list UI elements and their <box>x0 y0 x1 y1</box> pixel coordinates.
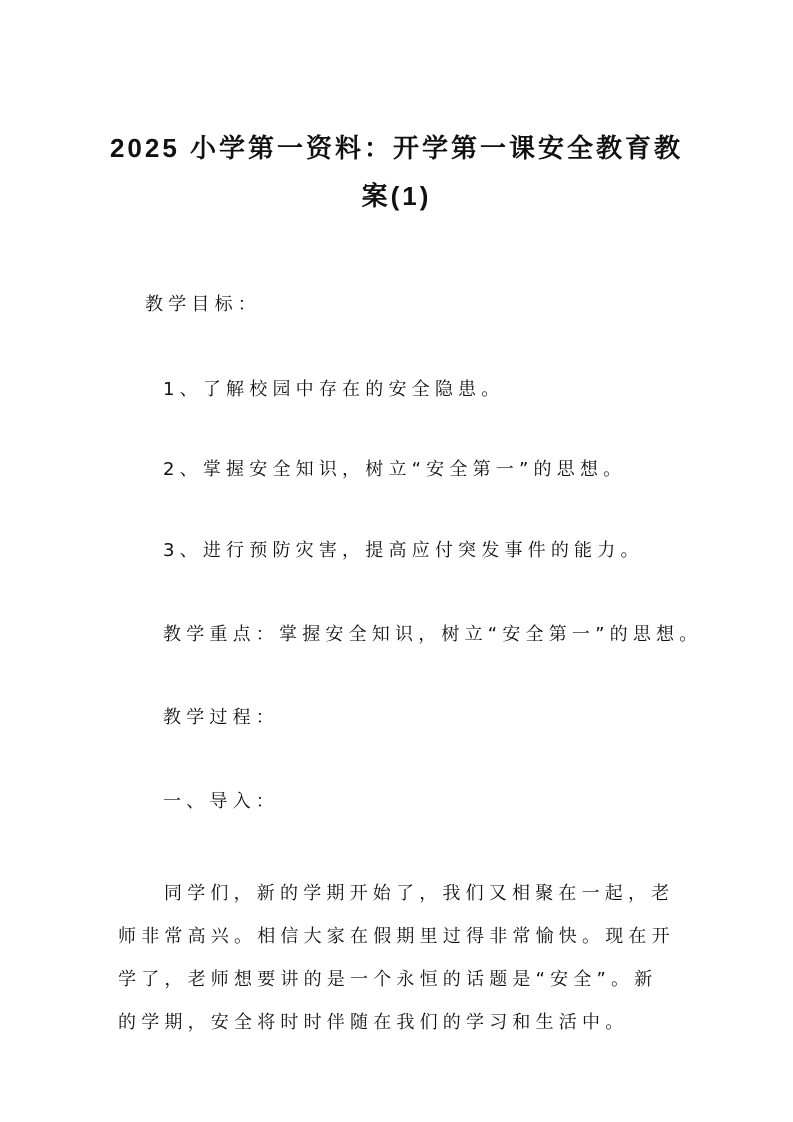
section-heading: 一、导入： <box>163 791 279 812</box>
objectives-heading: 教学目标： <box>145 294 261 315</box>
process-heading: 教学过程： <box>163 707 279 728</box>
intro-paragraph: 同学们，新的学期开始了，我们又相聚在一起，老师非常高兴。相信大家在假期里过得非常愉快。现在开学了，老师想要讲的是一个永恒的话题是“安全”。新的学期，安全将时时伴随在我们的学习和生活中。 <box>118 883 675 1033</box>
key-point: 教学重点：掌握安全知识，树立“安全第一”的思想。 <box>163 624 703 645</box>
objective-item: 3、进行预防灾害，提高应付突发事件的能力。 <box>163 540 644 561</box>
document-title: 2025 小学第一资料：开学第一课安全教育教案(1) <box>109 133 684 211</box>
objective-item: 1、了解校园中存在的安全隐患。 <box>163 379 505 400</box>
objective-item: 2、掌握安全知识，树立“安全第一”的思想。 <box>163 459 627 480</box>
